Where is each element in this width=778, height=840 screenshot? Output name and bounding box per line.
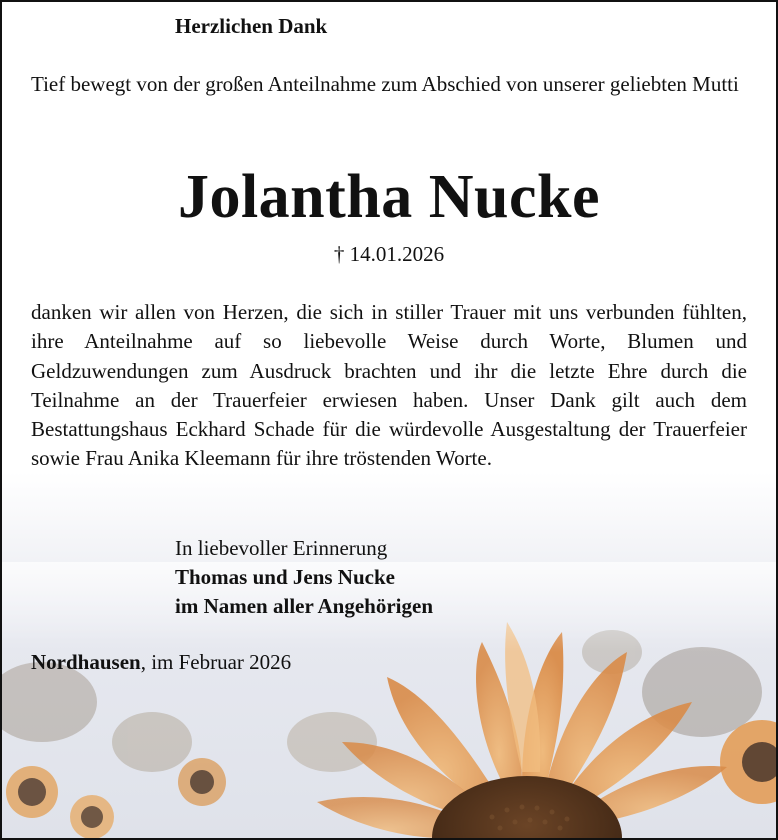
intro-text: Tief bewegt von der großen Anteilnahme zum Abschied von unserer geliebten Mutti xyxy=(31,72,739,96)
thanks-body-text: danken wir allen von Herzen, die sich in stiller Trauer mit uns verbunden fühlten, ihre Anteilnahme auf so liebevolle Weise durch Worte, Blumen und Geldzuwendungen zum Ausdruck brachten und ihr die letzte Ehre durch die Teilnahme an der Trauerfeier erwiesen haben. Unser Dank gilt auch dem Bestattungshaus Eckhard Schade für die würdevolle Ausgestaltung der Trauerfeier sowie Frau Anika Kleemann für ihre tröstenden Worte. xyxy=(31,300,747,471)
place-date: , im Februar 2026 xyxy=(140,650,292,674)
deceased-name: Jolantha Nucke xyxy=(177,163,601,231)
death-date: † 14.01.2026 xyxy=(333,242,445,266)
signature-names: Thomas und Jens Nucke xyxy=(175,565,395,589)
notice-heading: Herzlichen Dank xyxy=(175,14,328,38)
place-and-date xyxy=(31,650,291,675)
signature-block xyxy=(175,534,433,621)
signature-family: im Namen aller Angehörigen xyxy=(175,594,434,618)
signature-intro: In liebevoller Erinnerung xyxy=(175,536,388,560)
place-name: Nordhausen xyxy=(31,650,141,674)
